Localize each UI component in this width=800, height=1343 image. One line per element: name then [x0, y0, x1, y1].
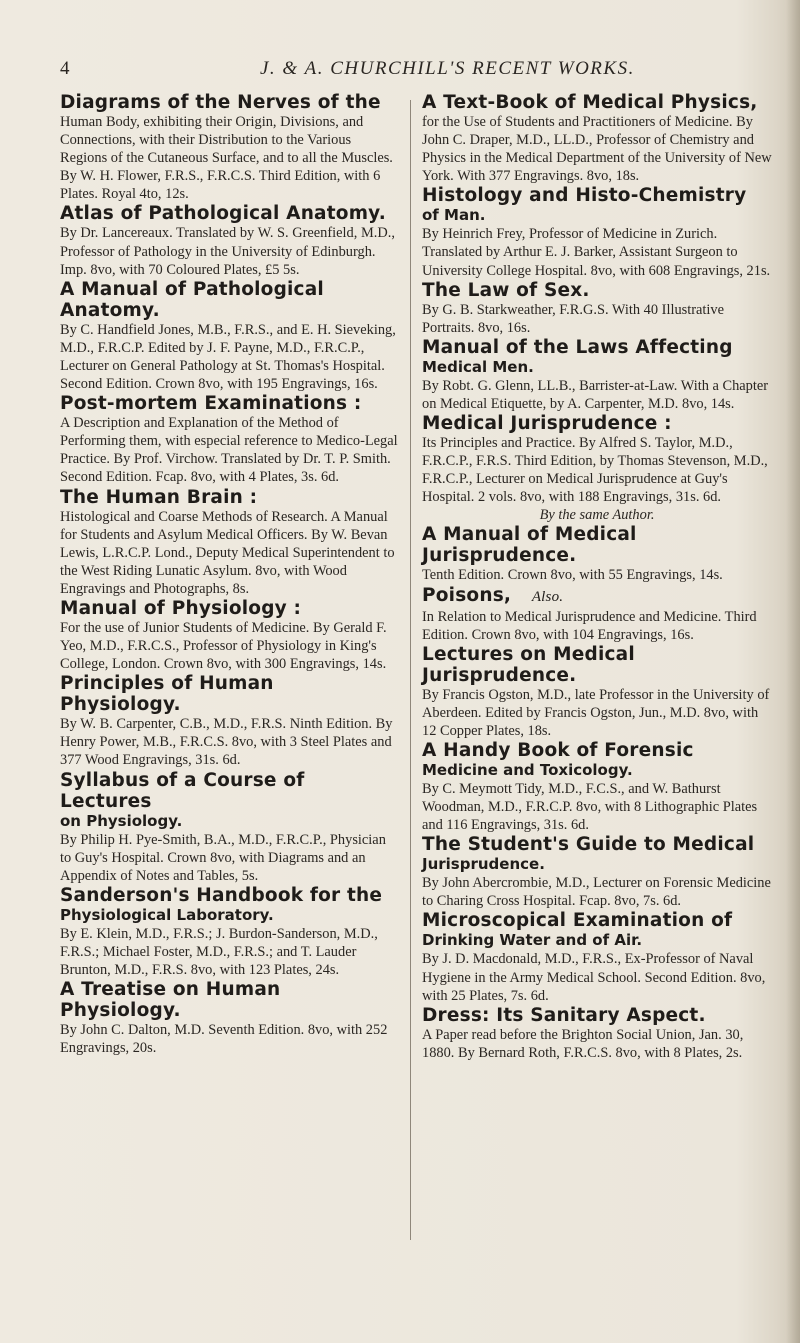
catalog-entry	[422, 337, 772, 413]
entry-title: The Human Brain :	[60, 486, 258, 508]
entry-title: A Treatise on Human Physiology.	[60, 979, 281, 1022]
entry-body: Histological and Coarse Methods of Research. A Manual for Students and Asylum Medical Officers. By W. Bevan Lewis, L.R.C.P. Lond., Deputy Medical Superintendent to the West Riding Lunatic Asylum. 8vo, with Wood Engravings and Photographs, 8s.	[60, 508, 395, 597]
catalog-entry	[60, 979, 398, 1057]
entry-title: Diagrams of the Nerves of the	[60, 92, 381, 113]
catalog-entry	[60, 203, 398, 278]
entry-body: By Heinrich Frey, Professor of Medicine in Zurich. Translated by Arthur E. J. Barker, Assistant Surgeon to University College Hospital. 8vo, with 608 Engravings, 21s.	[422, 226, 771, 279]
catalog-entry	[60, 279, 398, 393]
entry-body: Tenth Edition. Crown 8vo, with 55 Engravings, 14s.	[422, 567, 723, 584]
entry-title	[422, 585, 772, 608]
same-author-note: By the same Author.	[539, 507, 655, 524]
entry-title: Histology and Histo-Chemistry	[422, 185, 747, 207]
catalog-entry	[422, 740, 772, 834]
entry-body: By Francis Ogston, M.D., late Professor in the University of Aberdeen. Edited by Francis Ogston, Jun., M.D. 8vo, with 12 Copper Plates, 18s.	[422, 686, 770, 739]
catalog-entry	[422, 644, 772, 740]
entry-title: Syllabus of a Course of Lectures	[60, 769, 305, 812]
entry-title-continued: on Physiology.	[60, 811, 183, 830]
entry-title: Lectures on Medical Jurisprudence.	[422, 643, 635, 686]
catalog-entry	[60, 885, 398, 979]
entry-body: A Description and Explanation of the Method of Performing them, with especial reference to Medico-Legal Practice. By Prof. Virchow. Translated by Dr. T. P. Smith. Second Edition. Fcap. 8vo, with 4 Plates, 3s. 6d.	[60, 415, 398, 486]
entry-body: By Robt. G. Glenn, LL.B., Barrister-at-Law. With a Chapter on Medical Etiquette, by A. Carpenter, M.D. 8vo, 14s.	[422, 377, 769, 412]
running-title: J. & A. CHURCHILL'S RECENT WORKS.	[260, 58, 635, 79]
entry-body: In Relation to Medical Jurisprudence and Medicine. Third Edition. Crown 8vo, with 104 Engravings, 16s.	[422, 608, 757, 643]
entry-title: Principles of Human Physiology.	[60, 673, 274, 716]
right-column	[422, 92, 772, 1062]
entry-body: Its Principles and Practice. By Alfred S. Taylor, M.D., F.R.C.P., F.R.S. Third Edition, by Thomas Stevenson, M.D., F.R.C.P., Lecturer on Medical Jurisprudence at Guy's Hospital. 2 vols. 8vo, with 188 Engravings, 31s. 6d.	[422, 435, 768, 506]
entry-body: Human Body, exhibiting their Origin, Divisions, and Connections, with their Distribution to the Various Regions of the Cutaneous Surface, and to all the Muscles. By W. H. Flower, F.R.S., F.R.C.S. Third Edition, with 6 Plates. Royal 4to, 12s.	[60, 114, 393, 203]
entry-title-main: Poisons,	[422, 584, 512, 606]
catalog-entry	[422, 524, 772, 584]
page-edge-shadow	[786, 0, 800, 1343]
entry-body: By E. Klein, M.D., F.R.S.; J. Burdon-Sanderson, M.D., F.R.S.; Michael Foster, M.D., F.R.S.; and T. Lauder Brunton, M.D., F.R.S. 8vo, with 123 Plates, 24s.	[60, 925, 378, 978]
catalog-entry	[422, 585, 772, 644]
entry-title: Post-mortem Examinations :	[60, 393, 362, 415]
entry-body: For the use of Junior Students of Medicine. By Gerald F. Yeo, M.D., F.R.C.S., Professor of Physiology in King's College, London. Crown 8vo, with 300 Engravings, 14s.	[60, 619, 387, 673]
entry-title: A Manual of Pathological Anatomy.	[60, 278, 324, 321]
entry-title: The Law of Sex.	[422, 279, 590, 301]
entry-body: By C. Handfield Jones, M.B., F.R.S., and E. H. Sieveking, M.D., F.R.C.P. Edited by J. F. Payne, M.D., F.R.C.P., Lecturer on General Pathology at St. Thomas's Hospital. Second Edition. Crown 8vo, with 195 Engravings, 16s.	[60, 321, 396, 393]
entry-title: Sanderson's Handbook for the	[60, 884, 383, 906]
entry-title: Dress: Its Sanitary Aspect.	[422, 1004, 706, 1026]
catalog-entry	[422, 910, 772, 1004]
entry-body: By John Abercrombie, M.D., Lecturer on Forensic Medicine to Charing Cross Hospital. Fcap. 8vo, 7s. 6d.	[422, 875, 771, 910]
entry-title-note: Also.	[531, 588, 564, 605]
catalog-entry	[60, 770, 398, 885]
entry-body: By John C. Dalton, M.D. Seventh Edition. 8vo, with 252 Engravings, 20s.	[60, 1022, 388, 1057]
catalog-entry	[422, 280, 772, 337]
entry-body: for the Use of Students and Practitioners of Medicine. By John C. Draper, M.D., LL.D., Professor of Chemistry and Physics in the Medical Department of the University of New York. With 377 Engravings. 8vo, 18s.	[422, 114, 772, 185]
catalog-entry	[60, 673, 398, 769]
catalog-entry	[422, 413, 772, 506]
page-number: 4	[60, 58, 70, 79]
entry-body: By Philip H. Pye-Smith, B.A., M.D., F.R.C.P., Physician to Guy's Hospital. Crown 8vo, with Diagrams and an Appendix of Notes and Tables, 5s.	[60, 831, 386, 884]
catalog-entry	[60, 598, 398, 673]
entry-title: Manual of Physiology :	[60, 597, 302, 619]
entry-title: Atlas of Pathological Anatomy.	[60, 203, 386, 225]
entry-title: Manual of the Laws Affecting	[422, 336, 733, 358]
catalog-entry	[422, 185, 772, 279]
entry-title: A Handy Book of Forensic	[422, 739, 694, 761]
catalog-entry	[60, 393, 398, 486]
entry-title-continued: Medical Men.	[422, 357, 534, 376]
catalog-entry	[422, 1005, 772, 1062]
entry-title: Medical Jurisprudence :	[422, 413, 672, 435]
entry-body: By C. Meymott Tidy, M.D., F.C.S., and W. Bathurst Woodman, M.D., F.R.C.P. 8vo, with 8 Lithographic Plates and 116 Engravings, 31s. 6d.	[422, 780, 758, 834]
entry-title: A Text-Book of Medical Physics,	[422, 92, 758, 113]
entry-body: By W. B. Carpenter, C.B., M.D., F.R.S. Ninth Edition. By Henry Power, M.B., F.R.C.S. 8vo, with 3 Steel Plates and 377 Wood Engravings, 31s. 6d.	[60, 716, 393, 769]
entry-title-continued: Jurisprudence.	[422, 855, 545, 874]
catalog-entry	[60, 92, 398, 203]
page-header	[60, 58, 780, 88]
entry-title-continued: Medicine and Toxicology.	[422, 760, 633, 779]
entry-body: A Paper read before the Brighton Social Union, Jan. 30, 1880. By Bernard Roth, F.R.C.S. 8vo, with 8 Plates, 2s.	[422, 1026, 744, 1061]
entry-title-continued: Physiological Laboratory.	[60, 905, 274, 924]
catalog-entry	[422, 92, 772, 185]
entry-title: The Student's Guide to Medical	[422, 834, 755, 856]
left-column	[60, 92, 398, 1057]
catalog-entry	[422, 834, 772, 910]
entry-title: Microscopical Examination of	[422, 910, 733, 932]
entry-title-continued: Drinking Water and of Air.	[422, 931, 643, 950]
column-divider	[410, 100, 411, 1240]
entry-body: By Dr. Lancereaux. Translated by W. S. Greenfield, M.D., Professor of Pathology in the University of Edinburgh. Imp. 8vo, with 70 Coloured Plates, £5 5s.	[60, 225, 395, 278]
entry-body: By J. D. Macdonald, M.D., F.R.S., Ex-Professor of Naval Hygiene in the Army Medical School. Second Edition. 8vo, with 25 Plates, 7s. 6d.	[422, 951, 766, 1004]
entry-body: By G. B. Starkweather, F.R.G.S. With 40 Illustrative Portraits. 8vo, 16s.	[422, 301, 725, 336]
entry-title: A Manual of Medical Jurisprudence.	[422, 524, 637, 567]
catalog-entry	[60, 487, 398, 598]
entry-title-continued: of Man.	[422, 206, 486, 225]
